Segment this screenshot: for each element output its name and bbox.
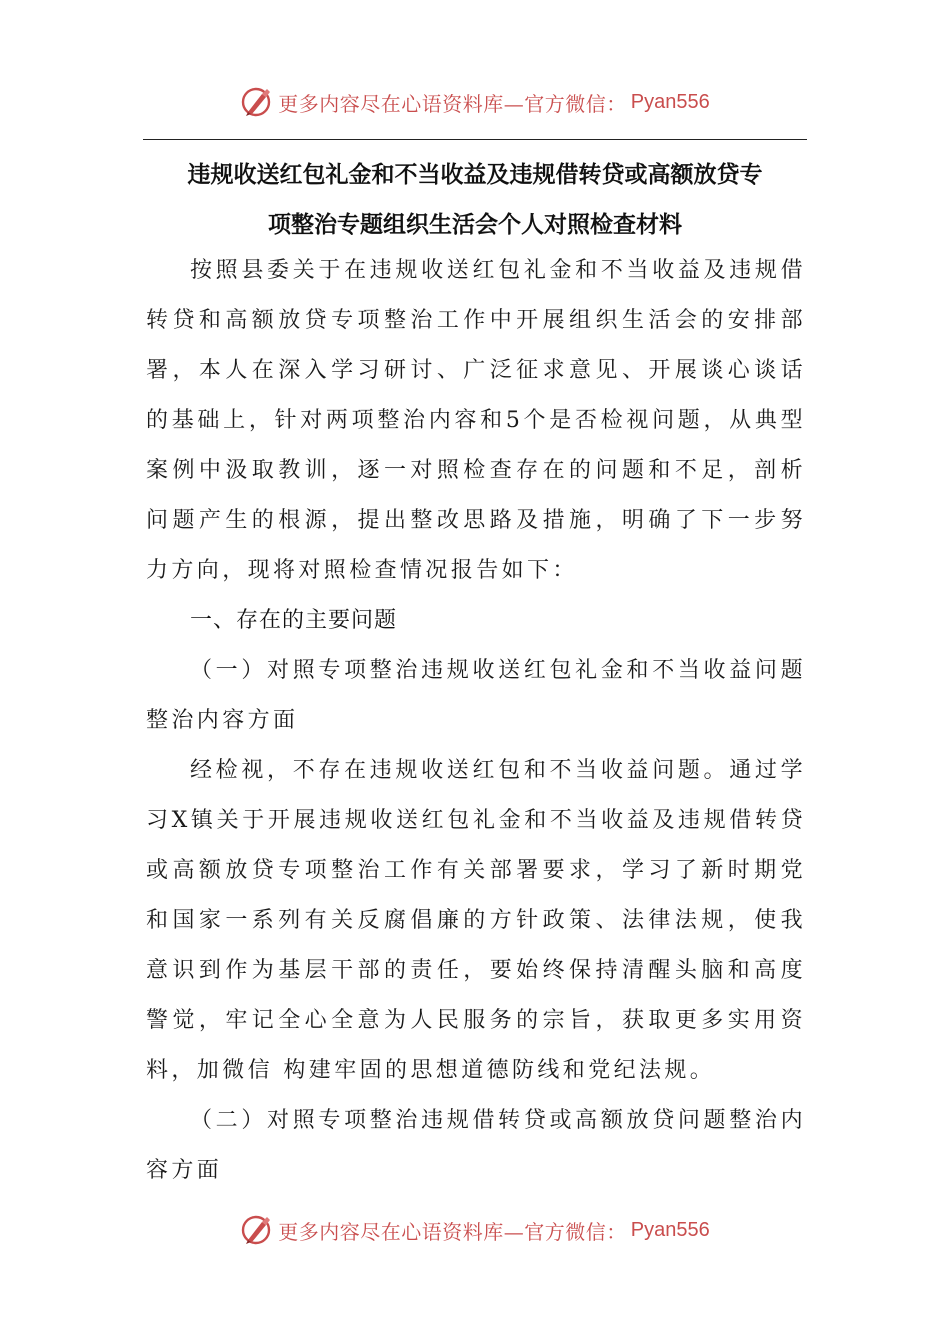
subsection-heading-2: （二）对照专项整治违规借转贷或高额放贷问题整治内容方面: [146, 1108, 806, 1183]
intro-paragraph: 按照县委关于在违规收送红包礼金和不当收益及违规借转贷和高额放贷专项整治工作中开展组织生活会的安排部署，本人在深入学习研讨、广泛征求意见、开展谈心谈话的基础上，针对两项整治内容和5个是否检视问题，从典型案例中汲取教训，逐一对照检查存在的问题和不足，剖析问题产生的根源，提出整改思路及措施，明确了下一步努力方向，现将对照检查情况报告如下：: [146, 258, 806, 583]
document-body: [146, 246, 806, 1196]
banner-wechat-id: Pyan556: [630, 1218, 710, 1241]
banner-text: 更多内容尽在心语资料库—官方微信：: [278, 1219, 627, 1244]
footer-watermark-banner: [0, 1210, 950, 1250]
section-heading-1: 一、存在的主要问题: [190, 608, 398, 633]
pen-logo-icon: [240, 1213, 274, 1247]
subsection-heading-1: （一）对照专项整治违规收送红包礼金和不当收益问题整治内容方面: [146, 658, 806, 733]
banner-text: 更多内容尽在心语资料库—官方微信：: [278, 91, 627, 116]
title-line-1: 违规收送红包礼金和不当收益及违规借转贷或高额放贷专: [187, 162, 763, 188]
title-line-2: 项整治专题组织生活会个人对照检查材料: [268, 212, 682, 238]
header-divider: [143, 139, 807, 140]
document-title: [143, 150, 807, 250]
pen-logo-icon: [240, 85, 274, 119]
subsection-1-paragraph: 经检视，不存在违规收送红包和不当收益问题。通过学习X镇关于开展违规收送红包礼金和不当收益及违规借转贷或高额放贷专项整治工作有关部署要求，学习了新时期党和国家一系列有关反腐倡廉的方针政策、法律法规，使我意识到作为基层干部的责任，要始终保持清醒头脑和高度警觉，牢记全心全意为人民服务的宗旨，获取更多实用资料，加微信 构建牢固的思想道德防线和党纪法规。: [146, 758, 806, 1083]
banner-wechat-id: Pyan556: [630, 90, 710, 113]
header-watermark-banner: [0, 82, 950, 122]
